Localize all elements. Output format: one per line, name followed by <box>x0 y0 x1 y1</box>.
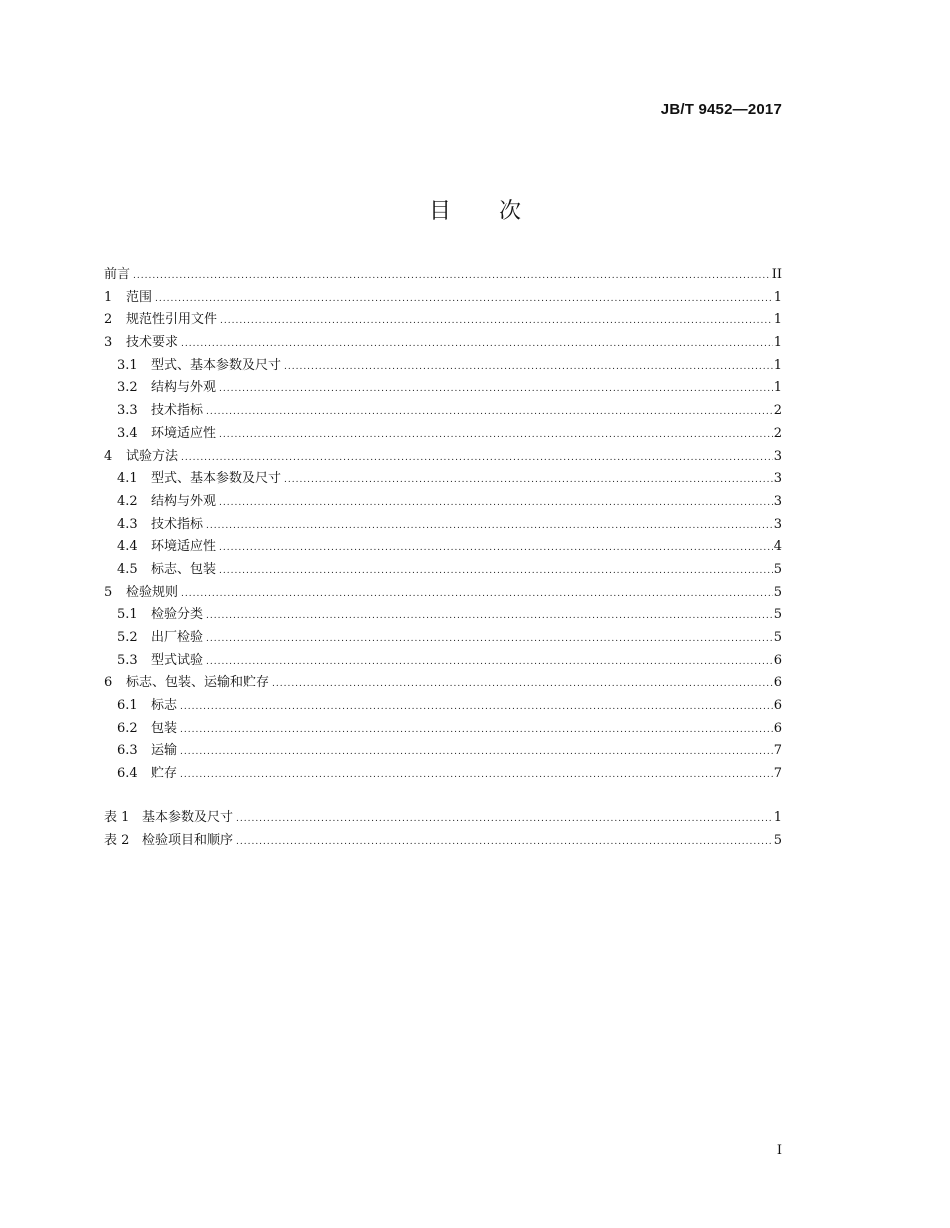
dot-leader <box>180 719 773 742</box>
toc-entry-label: 规范性引用文件 <box>126 312 218 328</box>
toc-entry[interactable] <box>104 446 782 469</box>
dot-leader <box>181 447 773 470</box>
toc-entry-number: 6 <box>104 675 113 691</box>
toc-entry-number: 3.1 <box>117 357 138 373</box>
toc-entry-number: 4.3 <box>117 516 138 532</box>
toc-entry-page: II <box>771 267 782 282</box>
dot-leader <box>206 651 773 674</box>
dot-leader <box>180 696 773 719</box>
dot-leader <box>219 560 773 583</box>
toc-entry-number: 3.3 <box>117 403 138 419</box>
toc-entry-page: 1 <box>773 312 782 328</box>
toc-entry-number: 表 2 <box>104 832 130 848</box>
toc-entry-page: 2 <box>773 425 782 441</box>
toc-entry[interactable] <box>104 627 782 650</box>
toc-entry-page: 7 <box>773 743 782 759</box>
toc-entry-page: 3 <box>773 516 782 532</box>
toc-entry[interactable] <box>104 718 782 741</box>
toc-entry-number: 5.2 <box>117 630 138 645</box>
toc-entry-page: 5 <box>773 832 782 848</box>
toc-entry-page: 4 <box>773 539 782 555</box>
toc-entry-number: 3.4 <box>117 425 138 441</box>
toc-entry-label: 技术要求 <box>126 335 179 351</box>
toc-entry-number: 4.4 <box>117 539 138 555</box>
toc-entry-number: 5.1 <box>117 607 138 623</box>
toc-entry[interactable] <box>104 559 782 582</box>
toc-entry-page: 6 <box>773 698 782 714</box>
title-char-1: 目 <box>428 199 451 224</box>
toc-entry-label: 基本参数及尺寸 <box>142 809 234 825</box>
toc-entry[interactable] <box>104 400 782 423</box>
dot-leader <box>219 424 773 447</box>
dot-leader <box>180 741 773 764</box>
toc-entry-page: 1 <box>773 809 782 825</box>
toc-entry-label: 结构与外观 <box>151 380 217 396</box>
toc-entry-label: 包装 <box>151 720 178 736</box>
toc-entry-label: 技术指标 <box>151 403 204 419</box>
toc-entry-page: 3 <box>773 471 782 487</box>
toc-entry-label: 环境适应性 <box>151 425 217 441</box>
toc-entry-label: 运输 <box>151 743 178 759</box>
toc-entry-page: 5 <box>773 630 782 645</box>
toc-entry-page: 1 <box>773 380 782 396</box>
page-number: I <box>776 1143 782 1158</box>
dot-leader <box>284 356 773 379</box>
toc-entry-page: 3 <box>773 493 782 509</box>
toc-entry-label: 型式、基本参数及尺寸 <box>151 357 282 373</box>
table-list-entry[interactable] <box>104 807 782 830</box>
toc-entry-page: 3 <box>773 448 782 464</box>
toc-entry-page: 5 <box>773 561 782 577</box>
dot-leader <box>206 605 773 628</box>
dot-leader <box>219 378 773 401</box>
toc-entry[interactable] <box>104 650 782 673</box>
toc-entry-number: 4.1 <box>117 471 138 487</box>
toc-entry[interactable] <box>104 264 782 287</box>
toc-entry[interactable] <box>104 355 782 378</box>
toc-entry-label: 环境适应性 <box>151 539 217 555</box>
toc-entry-number: 3.2 <box>117 380 138 396</box>
toc-entry[interactable] <box>104 332 782 355</box>
toc-entry[interactable] <box>104 287 782 310</box>
table-of-contents <box>104 264 782 852</box>
toc-entry-number: 1 <box>104 289 113 305</box>
dot-leader <box>220 310 773 333</box>
table-list-entry[interactable] <box>104 830 782 853</box>
dot-leader <box>219 537 773 560</box>
toc-entry[interactable] <box>104 582 782 605</box>
toc-entry-number: 4 <box>104 448 113 464</box>
toc-entry[interactable] <box>104 468 782 491</box>
dot-leader <box>206 401 773 424</box>
toc-entry-number: 6.4 <box>117 766 138 782</box>
toc-entry[interactable] <box>104 514 782 537</box>
toc-entry-label: 检验分类 <box>151 607 204 623</box>
toc-entry[interactable] <box>104 309 782 332</box>
toc-entry-label: 范围 <box>126 289 153 305</box>
toc-entry-page: 6 <box>773 652 782 668</box>
toc-entry-page: 6 <box>773 675 782 691</box>
toc-entry-label: 检验项目和顺序 <box>142 832 234 848</box>
page-title <box>0 194 950 225</box>
toc-entry-label: 标志、包装、运输和贮存 <box>126 675 270 691</box>
toc-entry-number: 5 <box>104 584 113 600</box>
dot-leader <box>181 583 773 606</box>
dot-leader <box>133 265 771 288</box>
toc-entry-page: 1 <box>773 357 782 373</box>
dot-leader <box>219 492 773 515</box>
toc-entry-number: 5.3 <box>117 652 138 668</box>
dot-leader <box>206 515 773 538</box>
toc-entry-page: 1 <box>773 335 782 351</box>
toc-entry-label: 标志 <box>151 698 178 714</box>
dot-leader <box>284 469 773 492</box>
toc-entry[interactable] <box>104 740 782 763</box>
toc-entry-label: 出厂检验 <box>151 630 204 645</box>
dot-leader <box>272 673 773 696</box>
toc-entry-page: 7 <box>773 766 782 782</box>
toc-entry-label: 结构与外观 <box>151 493 217 509</box>
toc-entry-number: 6.1 <box>117 698 138 714</box>
toc-entry[interactable] <box>104 604 782 627</box>
toc-entry-label: 贮存 <box>151 766 178 782</box>
toc-entry[interactable] <box>104 377 782 400</box>
dot-leader <box>181 333 773 356</box>
toc-entry-label: 标志、包装 <box>151 561 217 577</box>
toc-entry-label: 型式试验 <box>151 652 204 668</box>
section-spacer <box>104 786 782 807</box>
toc-entry-label: 检验规则 <box>126 584 179 600</box>
title-char-2: 次 <box>499 199 522 224</box>
toc-entry[interactable] <box>104 423 782 446</box>
dot-leader <box>206 628 773 651</box>
toc-entry-number: 6.3 <box>117 743 138 759</box>
document-code: JB/T 9452—2017 <box>660 101 782 118</box>
toc-entry-page: 2 <box>773 403 782 419</box>
toc-entry[interactable] <box>104 763 782 786</box>
toc-entry[interactable] <box>104 695 782 718</box>
toc-entry[interactable] <box>104 672 782 695</box>
dot-leader <box>180 764 773 787</box>
toc-entry-label: 前言 <box>104 267 131 282</box>
toc-entry-page: 5 <box>773 584 782 600</box>
toc-entry-label: 型式、基本参数及尺寸 <box>151 471 282 487</box>
toc-entry-number: 3 <box>104 335 113 351</box>
toc-entry-number: 4.2 <box>117 493 138 509</box>
toc-entry-page: 1 <box>773 289 782 305</box>
toc-entry-number: 表 1 <box>104 809 130 825</box>
toc-entry-page: 6 <box>773 720 782 736</box>
dot-leader <box>155 288 773 311</box>
dot-leader <box>236 808 773 831</box>
toc-entry-label: 试验方法 <box>126 448 179 464</box>
dot-leader <box>236 831 773 854</box>
toc-entry-number: 6.2 <box>117 720 138 736</box>
toc-entry-page: 5 <box>773 607 782 623</box>
toc-entry[interactable] <box>104 536 782 559</box>
toc-entry[interactable] <box>104 491 782 514</box>
toc-entry-number: 2 <box>104 312 113 328</box>
toc-entry-label: 技术指标 <box>151 516 204 532</box>
toc-entry-number: 4.5 <box>117 561 138 577</box>
